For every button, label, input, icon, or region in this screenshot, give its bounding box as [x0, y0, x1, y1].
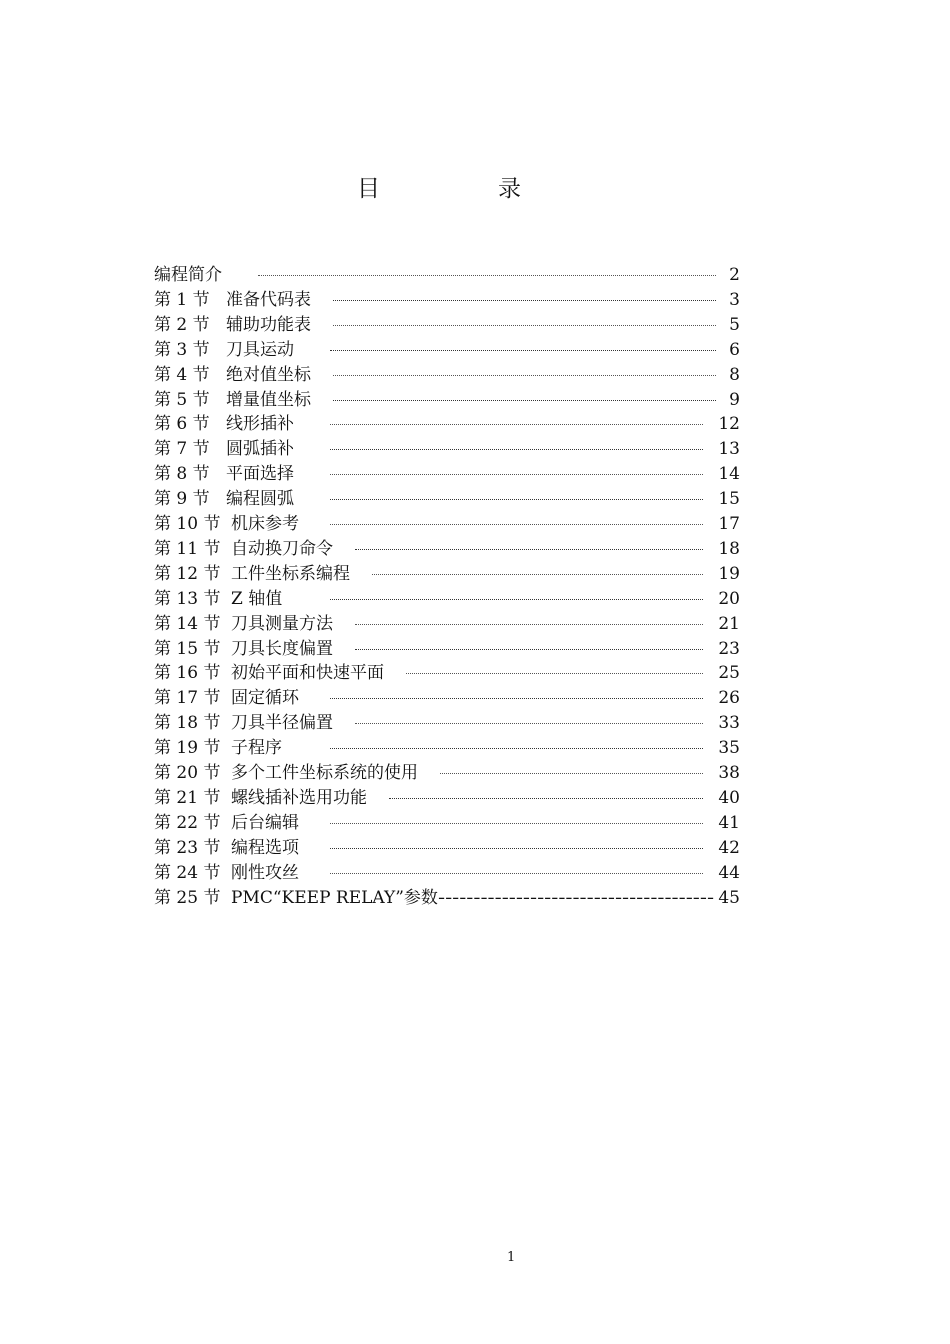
toc-section-number: 第 17 节	[154, 688, 221, 709]
toc-entry[interactable]	[0, 388, 950, 412]
toc-leader	[330, 499, 703, 500]
page-number: 1	[507, 1250, 516, 1265]
toc-entry-title: 刚性攻丝	[231, 862, 299, 883]
toc-section-number: 第 7 节	[154, 439, 210, 460]
toc-entry-title: 子程序	[231, 738, 282, 759]
toc-entry[interactable]	[0, 437, 950, 461]
toc-entry-title: 绝对值坐标	[226, 364, 311, 385]
toc-entry-title: 圆弧插补	[226, 439, 294, 460]
toc-entry[interactable]	[0, 487, 950, 511]
toc-page-number: 8	[729, 364, 740, 385]
toc-section-number: 第 24 节	[154, 862, 221, 883]
toc-section-number: 第 19 节	[154, 738, 221, 759]
toc-leader	[330, 599, 703, 600]
toc-entry[interactable]	[0, 637, 950, 661]
toc-entry[interactable]	[0, 661, 950, 685]
toc-section-number: 第 8 节	[154, 464, 210, 485]
toc-page-number: 25	[718, 663, 740, 684]
toc-entry-title: 编程简介	[154, 265, 222, 285]
toc-page-number: 12	[718, 414, 740, 435]
toc-section-number: 第 5 节	[154, 389, 210, 410]
toc-page-number: 40	[718, 787, 740, 808]
toc-entry[interactable]	[0, 811, 950, 835]
toc-entry-title: 增量值坐标	[226, 389, 311, 410]
toc-entry[interactable]	[0, 263, 950, 287]
toc-leader	[355, 624, 703, 625]
title-char-2: 录	[498, 176, 521, 202]
toc-page-number: 45	[718, 887, 740, 908]
toc-section-number: 第 3 节	[154, 339, 210, 360]
toc-page-number: 18	[718, 538, 740, 559]
toc-page-number: 2	[729, 265, 740, 285]
toc-leader	[355, 649, 703, 650]
toc-entry-title: 刀具半径偏置	[231, 713, 333, 734]
toc-entry[interactable]	[0, 363, 950, 387]
toc-entry[interactable]	[0, 462, 950, 486]
toc-entry[interactable]	[0, 786, 950, 810]
toc-leader	[330, 873, 703, 874]
toc-entry[interactable]	[0, 711, 950, 735]
toc-leader	[406, 673, 703, 674]
toc-section-number: 第 16 节	[154, 663, 221, 684]
toc-entry-title: 平面选择	[226, 464, 294, 485]
toc-entry-title: Z 轴值	[231, 588, 283, 609]
toc-leader	[333, 300, 716, 301]
toc-section-number: 第 2 节	[154, 314, 210, 335]
toc-leader	[330, 350, 716, 351]
toc-entry-title: 初始平面和快速平面	[231, 663, 384, 684]
toc-leader	[330, 524, 703, 525]
toc-page-number: 23	[718, 638, 740, 659]
toc-section-number: 第 12 节	[154, 563, 221, 584]
toc-entry-title: 刀具测量方法	[231, 613, 333, 634]
toc-leader	[330, 848, 703, 849]
toc-entry-title: 后台编辑	[231, 812, 299, 833]
title-char-1: 目	[357, 176, 380, 202]
toc-entry-title: 机床参考	[231, 514, 299, 534]
toc-section-number: 第 14 节	[154, 613, 221, 634]
toc-entry-title: 刀具运动	[226, 339, 294, 360]
toc-entry-title: 多个工件坐标系统的使用	[231, 763, 418, 783]
toc-entry[interactable]	[0, 412, 950, 436]
toc-page-number: 21	[718, 613, 740, 634]
toc-section-number: 第 21 节	[154, 787, 221, 808]
toc-entry-title: 准备代码表	[226, 289, 311, 310]
toc-entry[interactable]	[0, 736, 950, 760]
toc-leader	[330, 748, 703, 749]
toc-leader	[333, 325, 716, 326]
toc-entry-title: 编程圆弧	[226, 489, 294, 510]
toc-leader	[330, 698, 703, 699]
toc-page-number: 6	[729, 339, 740, 360]
toc-entry-title: 螺线插补选用功能	[231, 787, 367, 808]
toc-entry[interactable]	[0, 512, 950, 536]
toc-entry[interactable]	[0, 338, 950, 362]
toc-page-number: 14	[718, 464, 740, 485]
toc-section-number: 第 4 节	[154, 364, 210, 385]
toc-leader	[330, 823, 703, 824]
toc-entry-title: 编程选项	[231, 837, 299, 858]
toc-entry-title: 工件坐标系编程	[231, 563, 350, 584]
toc-entry-title: PMC“KEEP RELAY”参数	[231, 887, 438, 908]
toc-entry[interactable]	[0, 886, 950, 910]
toc-entry[interactable]	[0, 288, 950, 312]
toc-page-number: 13	[718, 439, 740, 460]
page-title	[0, 170, 950, 202]
toc-page-number: 38	[718, 763, 740, 783]
toc-entry-title: 辅助功能表	[226, 314, 311, 335]
toc-leader	[258, 275, 716, 276]
toc-leader	[330, 474, 703, 475]
toc-section-number: 第 23 节	[154, 837, 221, 858]
toc-page-number: 42	[718, 837, 740, 858]
toc-page-number: 3	[729, 289, 740, 310]
toc-section-number: 第 20 节	[154, 763, 221, 783]
toc-leader	[330, 424, 703, 425]
toc-leader	[355, 723, 703, 724]
toc-leader	[389, 798, 703, 799]
toc-entry[interactable]	[0, 313, 950, 337]
toc-section-number: 第 9 节	[154, 489, 210, 510]
toc-section-number: 第 1 节	[154, 289, 210, 310]
toc-page-number: 41	[718, 812, 740, 833]
toc-entry-title: 固定循环	[231, 688, 299, 709]
toc-page-number: 19	[718, 563, 740, 584]
toc-section-number: 第 6 节	[154, 414, 210, 435]
toc-entry[interactable]	[0, 562, 950, 586]
toc-leader	[330, 449, 703, 450]
toc-section-number: 第 15 节	[154, 638, 221, 659]
toc-leader	[355, 549, 703, 550]
toc-entry[interactable]	[0, 537, 950, 561]
toc-section-number: 第 25 节	[154, 887, 221, 908]
toc-entry[interactable]	[0, 761, 950, 785]
toc-entry-title: 刀具长度偏置	[231, 638, 333, 659]
toc-entry-title: 自动换刀命令	[231, 538, 333, 559]
toc-leader: ---------------------------------------	[438, 887, 715, 908]
toc-section-number: 第 22 节	[154, 812, 221, 833]
toc-entry[interactable]	[0, 861, 950, 885]
toc-section-number: 第 18 节	[154, 713, 221, 734]
toc-entry[interactable]	[0, 587, 950, 611]
toc-page-number: 17	[718, 514, 740, 534]
toc-page-number: 35	[718, 738, 740, 759]
toc-section-number: 第 13 节	[154, 588, 221, 609]
toc-entry[interactable]	[0, 686, 950, 710]
toc-page-number: 33	[718, 713, 740, 734]
toc-entry[interactable]	[0, 612, 950, 636]
toc-entry[interactable]	[0, 836, 950, 860]
toc-page-number: 5	[729, 314, 740, 335]
toc-page-number: 15	[718, 489, 740, 510]
toc-leader	[440, 773, 703, 774]
toc-section-number: 第 10 节	[154, 514, 221, 534]
toc-leader	[333, 400, 716, 401]
toc-entry-title: 线形插补	[226, 414, 294, 435]
toc-leader	[333, 375, 716, 376]
toc-leader	[372, 574, 703, 575]
toc-page-number: 9	[729, 389, 740, 410]
toc-page-number: 44	[718, 862, 740, 883]
toc-page-number: 20	[718, 588, 740, 609]
toc-section-number: 第 11 节	[154, 538, 221, 559]
toc-page-number: 26	[718, 688, 740, 709]
